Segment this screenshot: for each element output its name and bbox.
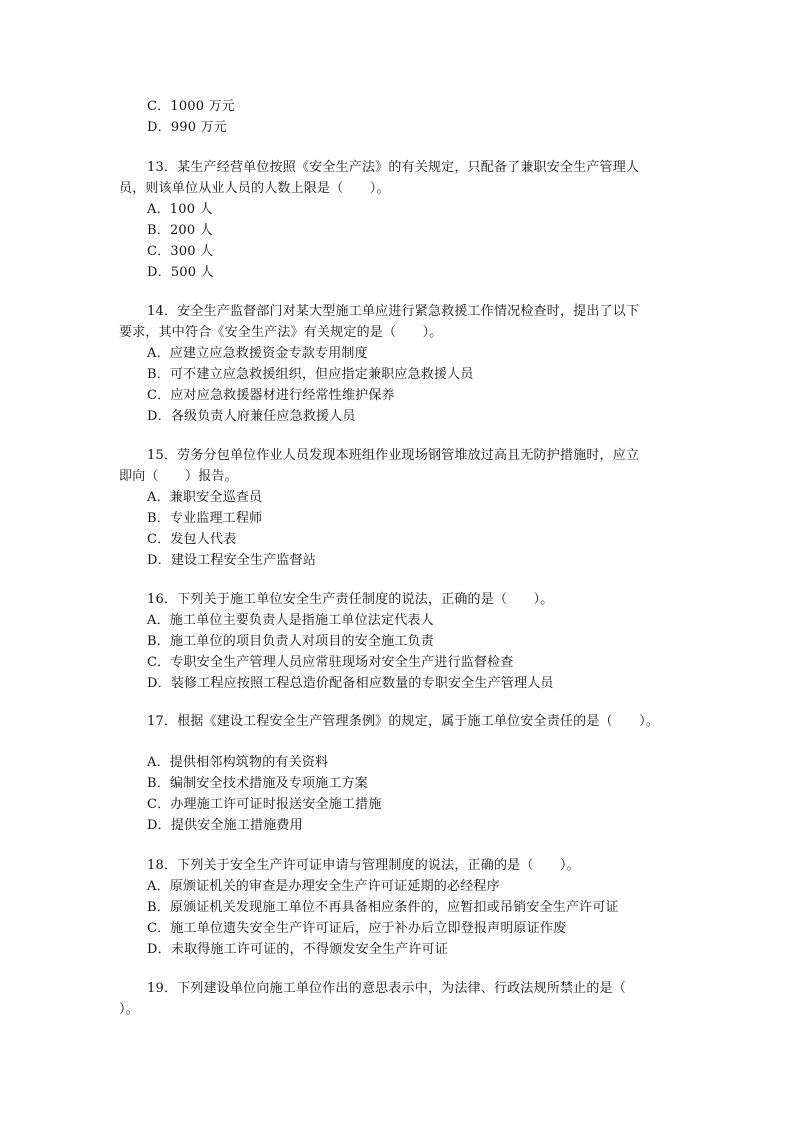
option-line: B．编制安全技术措施及专项施工方案 xyxy=(147,776,368,791)
option-line: C．办理施工许可证时报送安全施工措施 xyxy=(147,797,382,812)
option-line: D．各级负责人府兼任应急救援人员 xyxy=(147,409,356,424)
option-line: B．专业监理工程师 xyxy=(147,511,263,526)
option-line: B．200 人 xyxy=(147,223,213,238)
option-line: A．施工单位主要负责人是指施工单位法定代表人 xyxy=(147,613,434,628)
question-17-stem: 17．根据《建设工程安全生产管理条例》的规定，属于施工单位安全责任的是（ ）。 xyxy=(147,714,660,729)
question-16-stem: 16．下列关于施工单位安全生产责任制度的说法，正确的是（ ）。 xyxy=(147,592,554,607)
option-line: A．原颁证机关的审查是办理安全生产许可证延期的必经程序 xyxy=(147,879,500,894)
option-line: D．990 万元 xyxy=(147,120,227,135)
question-15-stem-cont: 即向（ ）报告。 xyxy=(119,469,238,484)
option-line: D．500 人 xyxy=(147,265,214,280)
question-18-stem: 18．下列关于安全生产许可证申请与管理制度的说法，正确的是（ ）。 xyxy=(147,858,580,873)
option-line: D．提供安全施工措施费用 xyxy=(147,818,303,833)
option-line: A．提供相邻构筑物的有关资料 xyxy=(147,755,329,770)
option-line: C．1000 万元 xyxy=(147,99,235,114)
option-line: A．100 人 xyxy=(147,202,213,217)
option-line: D．建设工程安全生产监督站 xyxy=(147,553,317,568)
option-line: C．专职安全生产管理人员应常驻现场对安全生产进行监督检查 xyxy=(147,655,514,670)
question-19-stem-cont: ）。 xyxy=(119,1002,139,1017)
question-14-stem-cont: 要求，其中符合《安全生产法》有关规定的是（ ）。 xyxy=(119,325,443,340)
question-13-stem: 13．某生产经营单位按照《安全生产法》的有关规定，只配备了兼职安全生产管理人 xyxy=(147,160,640,175)
option-line: C．应对应急救援器材进行经常性维护保养 xyxy=(147,388,395,403)
option-line: C．施工单位遗失安全生产许可证后，应于补办后立即登报声明原证作废 xyxy=(147,921,567,936)
option-line: C．发包人代表 xyxy=(147,532,237,547)
option-line: B．原颁证机关发现施工单位不再具备相应条件的，应暂扣或吊销安全生产许可证 xyxy=(147,900,619,915)
question-15-stem: 15．劳务分包单位作业人员发现本班组作业现场钢管堆放过高且无防护措施时，应立 xyxy=(147,448,640,463)
option-line: C．300 人 xyxy=(147,244,214,259)
question-14-stem: 14．安全生产监督部门对某大型施工单应进行紧急救援工作情况检查时，提出了以下 xyxy=(147,304,640,319)
option-line: A．兼职安全巡查员 xyxy=(147,490,263,505)
question-19-stem: 19．下列建设单位向施工单位作出的意思表示中，为法律、行政法规所禁止的是（ xyxy=(147,981,626,996)
option-line: D．装修工程应按照工程总造价配备相应数量的专职安全生产管理人员 xyxy=(147,676,554,691)
option-line: B．施工单位的项目负责人对项目的安全施工负责 xyxy=(147,634,434,649)
option-line: B．可不建立应急救援组织，但应指定兼职应急救援人员 xyxy=(147,367,474,382)
question-13-stem-cont: 员，则该单位从业人员的人数上限是（ ）。 xyxy=(119,181,390,196)
option-line: D．未取得施工许可证的，不得颁发安全生产许可证 xyxy=(147,942,449,957)
option-line: A．应建立应急救援资金专款专用制度 xyxy=(147,346,368,361)
